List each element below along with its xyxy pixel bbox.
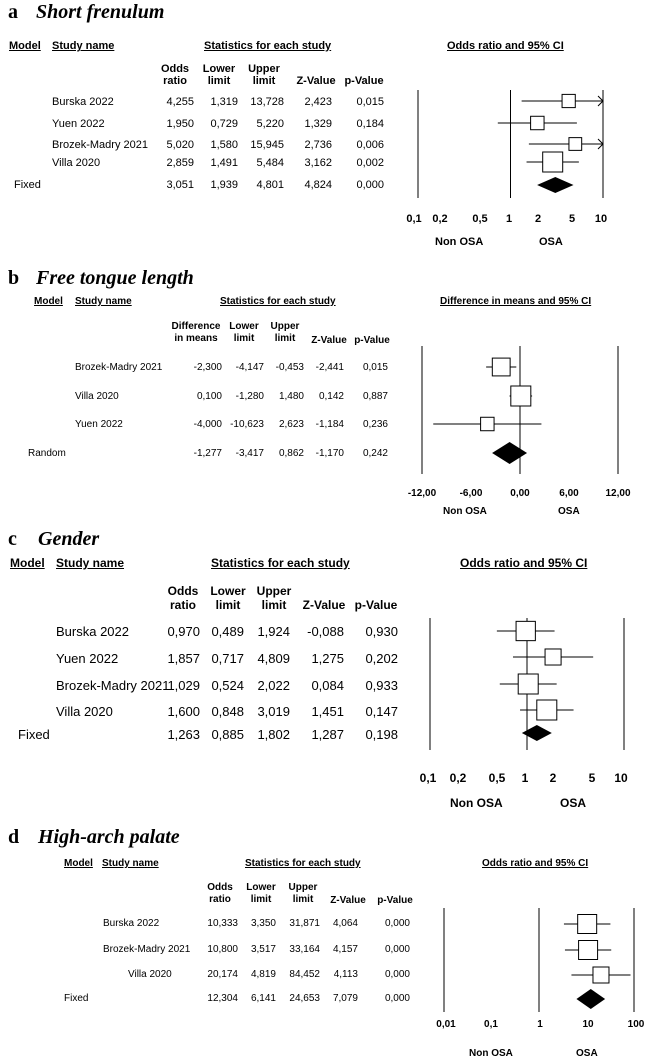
study-name: Villa 2020 <box>75 391 119 402</box>
cell-upper: 24,653 <box>289 993 320 1004</box>
tick-label: 5 <box>588 771 596 785</box>
pooled-diamond <box>522 725 552 741</box>
cell-upper: 4,809 <box>257 651 290 666</box>
study-box <box>579 941 598 960</box>
cell-estimate: 20,174 <box>207 969 238 980</box>
cell-lower: 1,319 <box>210 96 238 108</box>
cell-p: 0,147 <box>365 704 398 719</box>
cell-estimate: 3,051 <box>166 179 194 191</box>
cell-lower: 4,819 <box>250 969 276 980</box>
cell-lower: 0,848 <box>211 704 244 719</box>
cell-p: 0,887 <box>362 391 388 402</box>
study-name: Brozek-Madry 2021 <box>56 678 170 693</box>
cell-z: 1,329 <box>304 118 332 130</box>
axis-left-label: Non OSA <box>450 796 503 810</box>
study-name: Brozek-Madry 2021 <box>75 362 163 373</box>
study-name: Burska 2022 <box>52 96 114 108</box>
cell-z: 2,736 <box>304 139 332 151</box>
cell-p: 0,236 <box>362 419 388 430</box>
tick-label: 100 <box>627 1019 645 1030</box>
axis-right-label: OSA <box>558 506 580 517</box>
panel-label: b <box>8 267 20 289</box>
col-z: Z-Value <box>296 75 336 87</box>
panel-title: High-arch palate <box>38 826 180 848</box>
panel-title: Gender <box>38 528 100 550</box>
cell-z: 4,064 <box>332 918 358 929</box>
header-ci: Odds ratio and 95% CI <box>460 556 588 570</box>
study-name: Burska 2022 <box>103 918 160 929</box>
study-box <box>593 967 609 983</box>
cell-upper: 15,945 <box>250 139 284 151</box>
model-name: Fixed <box>18 727 50 742</box>
tick-label: -6,00 <box>459 488 483 499</box>
tick-label: 12,00 <box>605 488 631 499</box>
cell-z: -2,441 <box>315 362 344 373</box>
panel-d <box>0 826 645 1062</box>
col-p: p-Value <box>354 598 398 612</box>
header-ci: Odds ratio and 95% CI <box>447 40 564 52</box>
pooled-diamond <box>537 177 573 193</box>
panel-b <box>0 266 645 524</box>
cell-lower: 0,729 <box>210 118 238 130</box>
cell-p: 0,015 <box>362 362 388 373</box>
tick-label: 6,00 <box>559 488 579 499</box>
cell-estimate: 1,950 <box>166 118 194 130</box>
cell-upper: 1,924 <box>257 624 290 639</box>
cell-estimate: 1,600 <box>167 704 200 719</box>
model-name: Fixed <box>64 993 89 1004</box>
cell-estimate: 12,304 <box>207 993 238 1004</box>
cell-lower: -1,280 <box>235 391 264 402</box>
col-p: p-Value <box>354 335 390 346</box>
study-name: Brozek-Madry 2021 <box>103 944 191 955</box>
cell-upper: 1,802 <box>257 727 290 742</box>
cell-z: 0,084 <box>311 678 344 693</box>
cell-p: 0,000 <box>384 944 410 955</box>
pooled-diamond <box>576 989 605 1009</box>
tick-label: 0,01 <box>436 1019 456 1030</box>
study-name: Villa 2020 <box>56 704 113 719</box>
header-stats: Statistics for each study <box>211 556 350 570</box>
header-model: Model <box>34 296 63 307</box>
cell-upper: 4,801 <box>256 179 284 191</box>
cell-z: 1,451 <box>311 704 344 719</box>
tick-label: -12,00 <box>407 488 437 499</box>
study-box <box>562 94 575 107</box>
cell-z: -0,088 <box>307 624 344 639</box>
cell-lower: 3,517 <box>250 944 276 955</box>
tick-label: 1 <box>505 213 513 225</box>
cell-lower: 0,885 <box>211 727 244 742</box>
cell-lower: -10,623 <box>230 419 264 430</box>
cell-p: 0,006 <box>356 139 384 151</box>
cell-p: 0,000 <box>384 918 410 929</box>
col-lower: Lower limit <box>202 63 236 87</box>
col-upper: Upper limit <box>288 882 318 905</box>
axis-left-label: Non OSA <box>435 236 484 248</box>
study-name: Brozek-Madry 2021 <box>52 139 148 151</box>
study-name: Yuen 2022 <box>75 419 123 430</box>
header-ci: Odds ratio and 95% CI <box>482 858 589 869</box>
axis-left-label: Non OSA <box>443 506 487 517</box>
cell-z: 1,287 <box>311 727 344 742</box>
col-estimate: Odds ratio <box>160 63 190 87</box>
cell-p: 0,000 <box>384 969 410 980</box>
tick-label: 0,00 <box>510 488 530 499</box>
cell-z: 4,824 <box>304 179 332 191</box>
panel-label: a <box>8 1 18 23</box>
header-model: Model <box>9 40 41 52</box>
study-box <box>481 417 494 430</box>
study-name: Villa 2020 <box>52 157 101 169</box>
cell-lower: 1,939 <box>210 179 238 191</box>
tick-label: 0,2 <box>432 213 448 225</box>
tick-label: 0,5 <box>488 771 506 785</box>
tick-label: 2 <box>549 771 557 785</box>
study-box <box>543 152 563 172</box>
cell-estimate: -2,300 <box>193 362 222 373</box>
study-box <box>531 116 544 129</box>
col-upper: Upper limit <box>270 321 300 344</box>
cell-lower: 6,141 <box>250 993 276 1004</box>
cell-lower: 0,717 <box>211 651 244 666</box>
tick-label: 0,1 <box>406 213 422 225</box>
cell-lower: 0,489 <box>211 624 244 639</box>
tick-label: 2 <box>534 213 542 225</box>
cell-lower: 0,524 <box>211 678 244 693</box>
cell-lower: 1,491 <box>210 157 238 169</box>
panel-title: Free tongue length <box>36 267 194 289</box>
col-lower: Lower limit <box>229 321 259 344</box>
cell-p: 0,933 <box>365 678 398 693</box>
cell-upper: 31,871 <box>289 918 320 929</box>
cell-z: -1,184 <box>315 419 344 430</box>
model-name: Fixed <box>14 179 41 191</box>
header-model: Model <box>10 556 45 570</box>
cell-lower: -3,417 <box>235 448 264 459</box>
model-name: Random <box>28 448 66 459</box>
study-box <box>545 649 561 665</box>
axis-left-label: Non OSA <box>469 1048 513 1059</box>
cell-estimate: 4,255 <box>166 96 194 108</box>
study-box <box>492 358 510 376</box>
forest-plot <box>0 266 645 524</box>
cell-p: 0,002 <box>356 157 384 169</box>
cell-upper: 0,862 <box>278 448 304 459</box>
col-p: p-Value <box>377 895 413 906</box>
tick-label: 0,1 <box>419 771 437 785</box>
tick-label: 0,2 <box>449 771 467 785</box>
tick-label: 0,5 <box>472 213 488 225</box>
cell-estimate: 0,100 <box>196 391 222 402</box>
cell-estimate: -1,277 <box>193 448 222 459</box>
cell-estimate: 0,970 <box>167 624 200 639</box>
cell-p: 0,930 <box>365 624 398 639</box>
header-stats: Statistics for each study <box>245 858 361 869</box>
cell-lower: -4,147 <box>235 362 264 373</box>
cell-z: 2,423 <box>304 96 332 108</box>
cell-estimate: 1,857 <box>167 651 200 666</box>
col-lower: Lower limit <box>246 882 276 905</box>
cell-upper: 13,728 <box>250 96 284 108</box>
panel-label: d <box>8 826 20 848</box>
col-z: Z-Value <box>302 598 346 612</box>
axis-right-label: OSA <box>539 236 563 248</box>
cell-p: 0,184 <box>356 118 384 130</box>
cell-upper: 5,484 <box>256 157 284 169</box>
col-z: Z-Value <box>311 335 347 346</box>
cell-upper: 1,480 <box>278 391 304 402</box>
study-name: Villa 2020 <box>128 969 172 980</box>
cell-upper: 2,022 <box>257 678 290 693</box>
panel-title: Short frenulum <box>36 1 165 23</box>
header-stats: Statistics for each study <box>204 40 332 52</box>
cell-estimate: 10,800 <box>207 944 238 955</box>
cell-upper: 3,019 <box>257 704 290 719</box>
study-name: Burska 2022 <box>56 624 129 639</box>
tick-label: 1 <box>521 771 529 785</box>
study-name: Yuen 2022 <box>56 651 119 666</box>
cell-p: 0,198 <box>365 727 398 742</box>
cell-estimate: 2,859 <box>166 157 194 169</box>
tick-label: 10 <box>614 771 628 785</box>
tick-label: 10 <box>594 213 608 225</box>
header-study: Study name <box>56 556 125 570</box>
header-stats: Statistics for each study <box>220 296 336 307</box>
study-box <box>511 386 531 406</box>
tick-label: 5 <box>568 213 576 225</box>
cell-z: -1,170 <box>315 448 344 459</box>
cell-upper: -0,453 <box>275 362 304 373</box>
panel-a <box>0 0 645 250</box>
cell-z: 1,275 <box>311 651 344 666</box>
cell-estimate: 5,020 <box>166 139 194 151</box>
study-name: Yuen 2022 <box>52 118 105 130</box>
header-study: Study name <box>75 296 132 307</box>
col-upper: Upper limit <box>256 584 292 612</box>
col-upper: Upper limit <box>248 63 280 87</box>
pooled-diamond <box>492 442 527 464</box>
cell-estimate: -4,000 <box>193 419 222 430</box>
axis-right-label: OSA <box>576 1048 598 1059</box>
cell-upper: 33,164 <box>289 944 320 955</box>
header-ci: Difference in means and 95% CI <box>440 296 592 307</box>
cell-estimate: 1,263 <box>167 727 200 742</box>
axis-right-label: OSA <box>560 796 587 810</box>
study-box <box>578 915 597 934</box>
panel-c <box>0 528 645 814</box>
header-study: Study name <box>102 858 159 869</box>
study-box <box>516 621 535 640</box>
cell-p: 0,202 <box>365 651 398 666</box>
col-lower: Lower limit <box>210 584 246 612</box>
cell-upper: 5,220 <box>256 118 284 130</box>
cell-z: 0,142 <box>318 391 344 402</box>
col-estimate: Odds ratio <box>207 882 233 905</box>
cell-upper: 2,623 <box>278 419 304 430</box>
cell-z: 7,079 <box>332 993 358 1004</box>
study-box <box>518 674 538 694</box>
cell-lower: 3,350 <box>250 918 276 929</box>
cell-upper: 84,452 <box>289 969 320 980</box>
cell-p: 0,000 <box>356 179 384 191</box>
panel-label: c <box>8 528 17 550</box>
header-study: Study name <box>52 40 115 52</box>
col-estimate: Difference in means <box>171 321 221 344</box>
cell-estimate: 10,333 <box>207 918 238 929</box>
cell-estimate: 1,029 <box>167 678 200 693</box>
col-z: Z-Value <box>330 895 366 906</box>
cell-p: 0,000 <box>384 993 410 1004</box>
cell-z: 3,162 <box>304 157 332 169</box>
cell-z: 4,113 <box>333 969 358 980</box>
cell-lower: 1,580 <box>210 139 238 151</box>
col-estimate: Odds ratio <box>167 584 199 612</box>
study-box <box>569 138 582 151</box>
tick-label: 10 <box>582 1019 594 1030</box>
cell-z: 4,157 <box>332 944 358 955</box>
study-box <box>537 700 557 720</box>
header-model: Model <box>64 858 93 869</box>
tick-label: 0,1 <box>484 1019 498 1030</box>
cell-p: 0,242 <box>362 448 388 459</box>
col-p: p-Value <box>344 75 384 87</box>
tick-label: 1 <box>537 1019 543 1030</box>
cell-p: 0,015 <box>356 96 384 108</box>
